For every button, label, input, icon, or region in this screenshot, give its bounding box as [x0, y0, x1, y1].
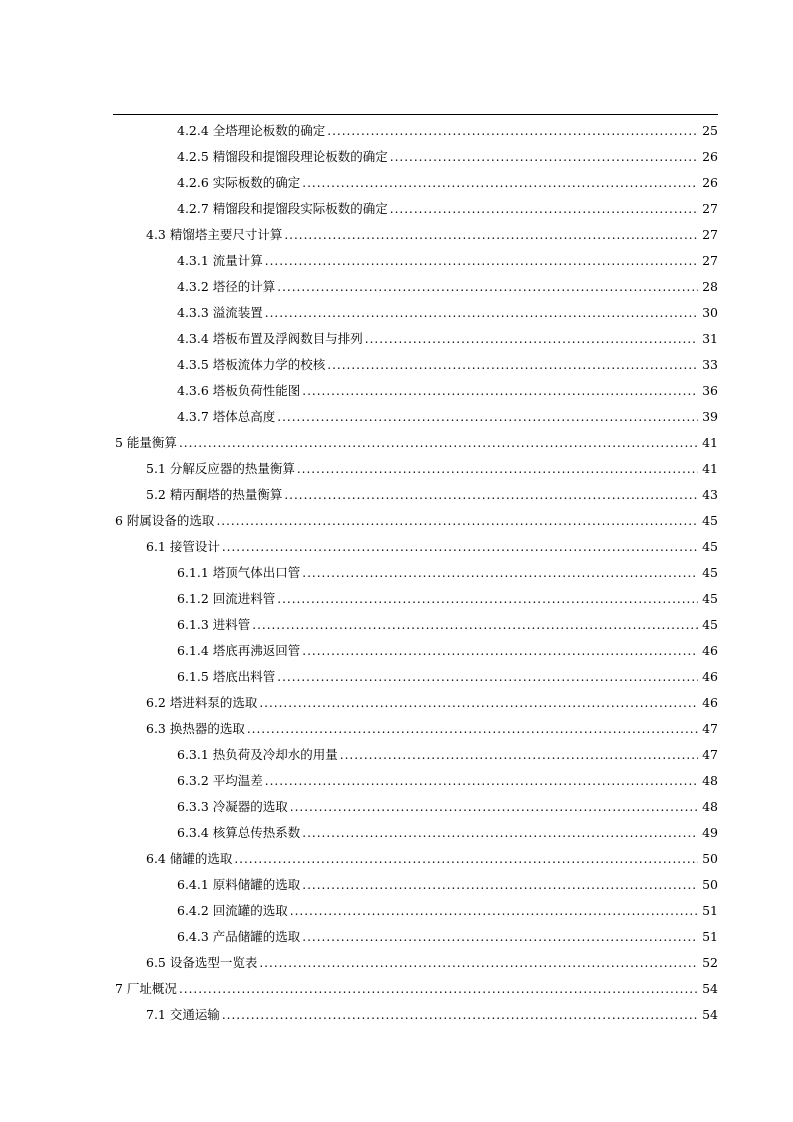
toc-entry-page-number: 36	[702, 383, 718, 398]
toc-dot-leader	[179, 430, 698, 456]
toc-entry[interactable]	[0, 196, 793, 222]
toc-dot-leader	[252, 612, 698, 638]
toc-entry-title: 4.3.5 塔板流体力学的校核	[177, 357, 326, 372]
toc-entry-title: 6.4 储罐的选取	[146, 851, 233, 866]
toc-dot-leader	[284, 482, 698, 508]
toc-entry[interactable]	[0, 456, 793, 482]
toc-entry-title: 4.3.3 溢流装置	[177, 305, 263, 320]
toc-entry[interactable]	[0, 274, 793, 300]
toc-entry[interactable]	[0, 794, 793, 820]
toc-entry-page-number: 48	[702, 773, 718, 788]
toc-entry[interactable]	[0, 820, 793, 846]
toc-dot-leader	[265, 768, 698, 794]
toc-dot-leader	[277, 586, 698, 612]
toc-entry-page-number: 47	[702, 721, 718, 736]
toc-dot-leader	[327, 352, 698, 378]
toc-dot-leader	[277, 274, 698, 300]
toc-entry[interactable]	[0, 482, 793, 508]
toc-entry-title: 7.1 交通运输	[146, 1007, 220, 1022]
toc-entry[interactable]	[0, 170, 793, 196]
toc-entry-title: 4.2.5 精馏段和提馏段理论板数的确定	[177, 149, 388, 164]
toc-entry[interactable]	[0, 508, 793, 534]
toc-entry-title: 4.3.1 流量计算	[177, 253, 263, 268]
toc-entry-title: 6.1.3 进料管	[177, 617, 251, 632]
toc-entry-page-number: 25	[702, 123, 718, 138]
toc-entry[interactable]	[0, 144, 793, 170]
toc-entry[interactable]	[0, 1002, 793, 1028]
toc-entry-page-number: 41	[702, 461, 718, 476]
toc-entry-title: 6.3.2 平均温差	[177, 773, 263, 788]
toc-entry-title: 4.3.6 塔板负荷性能图	[177, 383, 301, 398]
toc-entry-page-number: 27	[702, 201, 718, 216]
toc-dot-leader	[302, 924, 698, 950]
toc-entry-title: 6.4.2 回流罐的选取	[177, 903, 288, 918]
toc-entry-page-number: 46	[702, 669, 718, 684]
toc-entry-page-number: 45	[702, 539, 718, 554]
toc-entry-page-number: 27	[702, 253, 718, 268]
toc-entry[interactable]	[0, 716, 793, 742]
toc-entry-page-number: 50	[702, 877, 718, 892]
toc-entry-title: 6 附属设备的选取	[115, 513, 215, 528]
toc-entry[interactable]	[0, 690, 793, 716]
toc-entry[interactable]	[0, 638, 793, 664]
toc-entry-page-number: 43	[702, 487, 718, 502]
toc-entry[interactable]	[0, 664, 793, 690]
toc-entry-page-number: 26	[702, 149, 718, 164]
toc-entry-title: 7 厂址概况	[115, 981, 177, 996]
toc-dot-leader	[340, 742, 698, 768]
toc-dot-leader	[302, 378, 698, 404]
toc-entry-page-number: 27	[702, 227, 718, 242]
toc-dot-leader	[265, 248, 698, 274]
toc-entry[interactable]	[0, 898, 793, 924]
toc-entry-page-number: 50	[702, 851, 718, 866]
toc-entry-title: 4.2.4 全塔理论板数的确定	[177, 123, 326, 138]
toc-entry-title: 6.5 设备选型一览表	[146, 955, 258, 970]
table-of-contents	[0, 118, 793, 1028]
toc-dot-leader	[302, 820, 698, 846]
toc-entry[interactable]	[0, 742, 793, 768]
toc-entry[interactable]	[0, 222, 793, 248]
toc-entry[interactable]	[0, 560, 793, 586]
toc-entry[interactable]	[0, 768, 793, 794]
toc-entry-title: 4.3.7 塔体总高度	[177, 409, 276, 424]
toc-entry-page-number: 46	[702, 695, 718, 710]
toc-entry-title: 6.1.1 塔顶气体出口管	[177, 565, 301, 580]
toc-entry-page-number: 45	[702, 617, 718, 632]
toc-entry-page-number: 41	[702, 435, 718, 450]
toc-entry-title: 6.4.3 产品储罐的选取	[177, 929, 301, 944]
toc-entry-title: 6.3.1 热负荷及冷却水的用量	[177, 747, 338, 762]
toc-dot-leader	[265, 300, 698, 326]
toc-dot-leader	[277, 404, 698, 430]
toc-entry[interactable]	[0, 950, 793, 976]
toc-entry-title: 5.1 分解反应器的热量衡算	[146, 461, 295, 476]
toc-dot-leader	[290, 794, 698, 820]
toc-entry-title: 5 能量衡算	[115, 435, 177, 450]
toc-entry[interactable]	[0, 352, 793, 378]
toc-entry[interactable]	[0, 430, 793, 456]
toc-entry-title: 6.3.3 冷凝器的选取	[177, 799, 288, 814]
toc-dot-leader	[277, 664, 698, 690]
toc-entry-page-number: 26	[702, 175, 718, 190]
toc-dot-leader	[390, 144, 698, 170]
toc-entry-page-number: 45	[702, 513, 718, 528]
toc-entry[interactable]	[0, 378, 793, 404]
toc-dot-leader	[259, 690, 698, 716]
toc-entry-page-number: 33	[702, 357, 718, 372]
toc-dot-leader	[284, 222, 698, 248]
toc-dot-leader	[302, 872, 698, 898]
toc-entry-title: 5.2 精丙酮塔的热量衡算	[146, 487, 283, 502]
toc-entry-page-number: 48	[702, 799, 718, 814]
toc-entry-title: 4.3.4 塔板布置及浮阀数目与排列	[177, 331, 363, 346]
toc-dot-leader	[327, 118, 698, 144]
toc-entry[interactable]	[0, 248, 793, 274]
toc-entry-page-number: 49	[702, 825, 718, 840]
toc-entry-title: 6.1.4 塔底再沸返回管	[177, 643, 301, 658]
toc-entry-title: 4.2.7 精馏段和提馏段实际板数的确定	[177, 201, 388, 216]
toc-entry-title: 4.2.6 实际板数的确定	[177, 175, 301, 190]
toc-dot-leader	[222, 1002, 698, 1028]
toc-entry-page-number: 30	[702, 305, 718, 320]
toc-entry-title: 6.3 换热器的选取	[146, 721, 245, 736]
toc-entry-page-number: 54	[702, 981, 718, 996]
toc-dot-leader	[216, 508, 698, 534]
toc-dot-leader	[390, 196, 698, 222]
toc-entry[interactable]	[0, 118, 793, 144]
header-rule	[113, 114, 718, 115]
toc-entry[interactable]	[0, 586, 793, 612]
toc-entry[interactable]	[0, 976, 793, 1002]
toc-entry-title: 6.1 接管设计	[146, 539, 220, 554]
toc-dot-leader	[179, 976, 698, 1002]
toc-dot-leader	[302, 638, 698, 664]
toc-entry-title: 4.3.2 塔径的计算	[177, 279, 276, 294]
toc-dot-leader	[247, 716, 698, 742]
toc-entry-page-number: 51	[702, 929, 718, 944]
toc-entry-page-number: 39	[702, 409, 718, 424]
toc-entry-page-number: 45	[702, 591, 718, 606]
toc-entry[interactable]	[0, 534, 793, 560]
toc-entry[interactable]	[0, 872, 793, 898]
toc-entry-page-number: 54	[702, 1007, 718, 1022]
toc-entry-page-number: 47	[702, 747, 718, 762]
toc-entry-page-number: 51	[702, 903, 718, 918]
toc-dot-leader	[302, 560, 698, 586]
toc-entry-page-number: 28	[702, 279, 718, 294]
toc-dot-leader	[290, 898, 698, 924]
toc-dot-leader	[365, 326, 698, 352]
toc-entry-page-number: 31	[702, 331, 718, 346]
toc-entry-page-number: 46	[702, 643, 718, 658]
toc-entry-title: 4.3 精馏塔主要尺寸计算	[146, 227, 283, 242]
toc-entry-page-number: 45	[702, 565, 718, 580]
toc-entry[interactable]	[0, 846, 793, 872]
toc-entry[interactable]	[0, 404, 793, 430]
toc-entry[interactable]	[0, 612, 793, 638]
toc-entry-page-number: 52	[702, 955, 718, 970]
toc-dot-leader	[259, 950, 698, 976]
toc-entry-title: 6.2 塔进料泵的选取	[146, 695, 258, 710]
toc-entry-title: 6.4.1 原料储罐的选取	[177, 877, 301, 892]
toc-entry-title: 6.1.5 塔底出料管	[177, 669, 276, 684]
toc-entry-title: 6.3.4 核算总传热系数	[177, 825, 301, 840]
toc-entry[interactable]	[0, 300, 793, 326]
toc-dot-leader	[234, 846, 698, 872]
toc-dot-leader	[222, 534, 698, 560]
toc-dot-leader	[302, 170, 698, 196]
toc-entry[interactable]	[0, 924, 793, 950]
toc-dot-leader	[297, 456, 698, 482]
toc-entry-title: 6.1.2 回流进料管	[177, 591, 276, 606]
toc-entry[interactable]	[0, 326, 793, 352]
